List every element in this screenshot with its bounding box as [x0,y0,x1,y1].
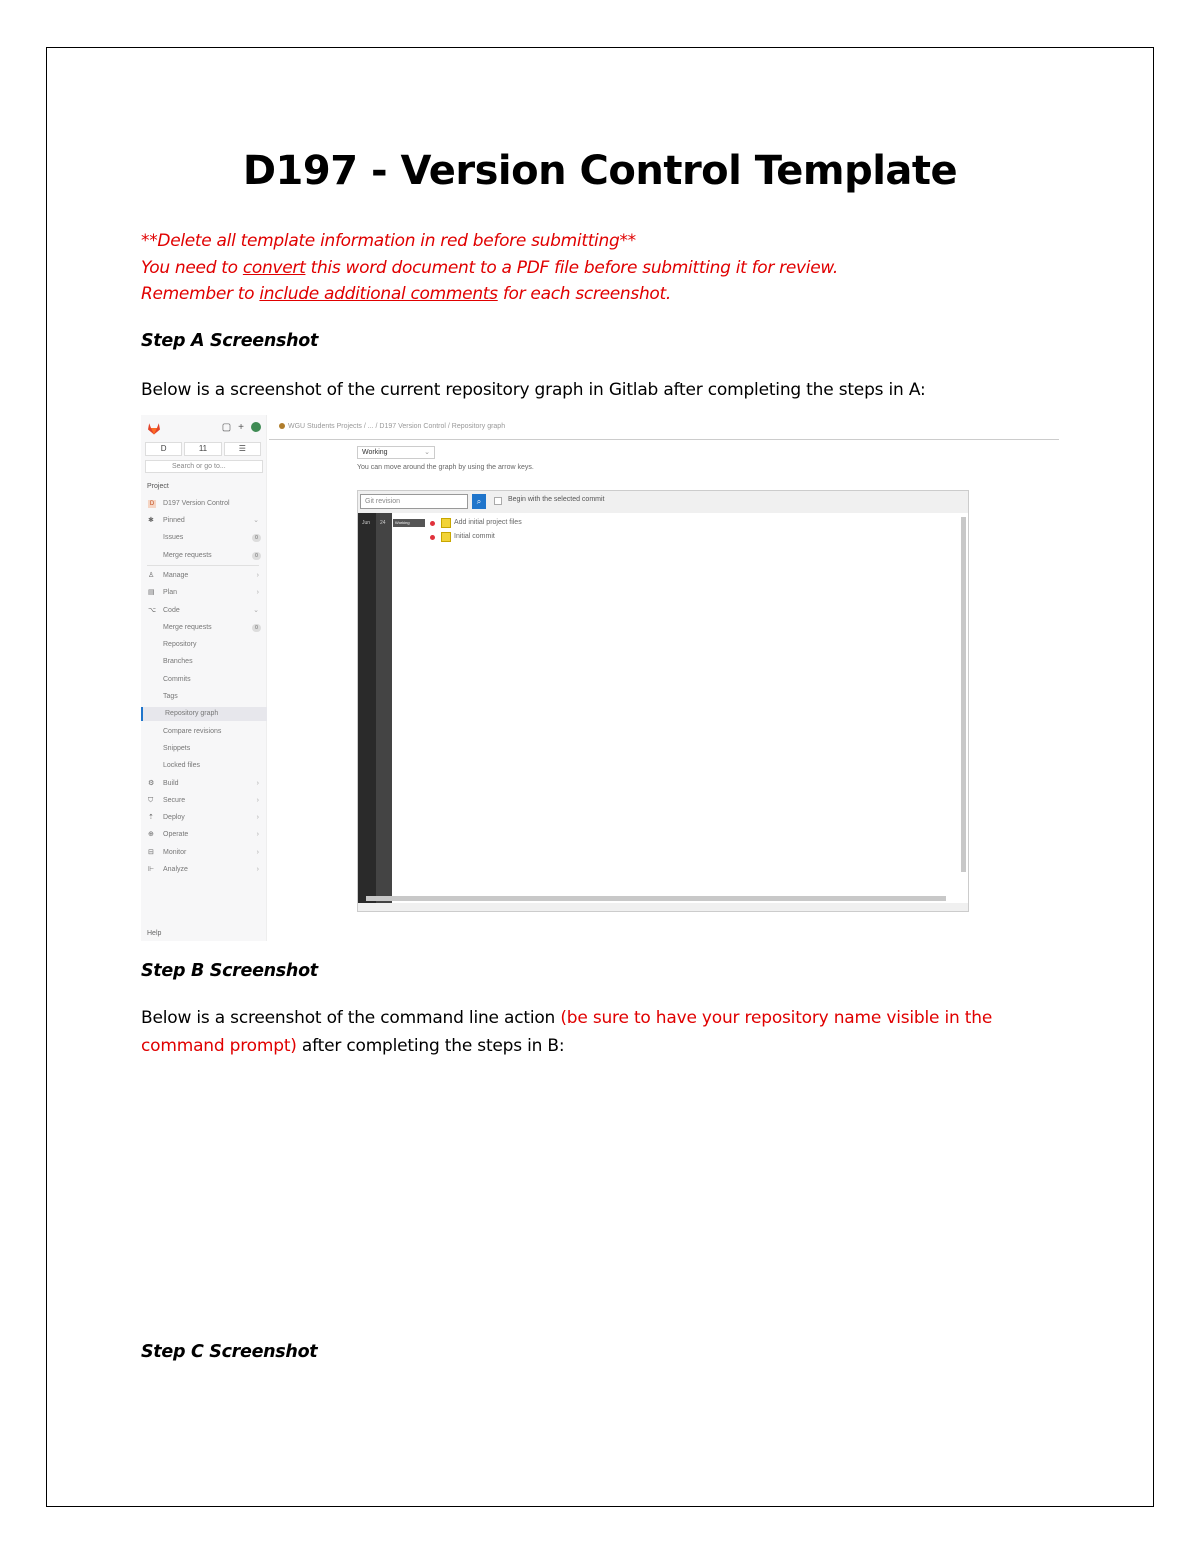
step-c-heading: Step C Screenshot [141,1342,318,1362]
project-avatar-icon: D [149,501,155,507]
chevron-icon: › [256,831,259,839]
pin-icon: ✱ [148,517,154,524]
sidebar-item-label: Merge requests [163,551,212,559]
sidebar-item[interactable] [141,586,267,600]
sidebar-item-label: Branches [163,658,193,666]
sidebar-item-label: Repository [163,641,197,649]
chevron-icon: › [256,779,259,787]
note-line-1: **Delete all template information in red before submitting** [141,231,636,251]
horizontal-scrollbar[interactable] [366,896,946,901]
branch-tag: Working [393,519,425,527]
sidebar-item[interactable] [141,638,267,652]
sidebar-item-label: Plan [163,589,178,597]
checkbox-label: Begin with the selected commit [508,496,605,503]
sidebar-item[interactable] [141,549,267,563]
manage-icon: ♙ [148,571,155,579]
sidebar-tab[interactable]: ☰ [224,442,261,456]
breadcrumb: WGU Students Projects / ... / D197 Version Control / Repository graph [279,423,505,430]
deploy-icon: ⇡ [148,814,154,822]
sidebar-item-label: Pinned [163,517,185,524]
gitlab-screenshot [141,415,1059,941]
graph-canvas[interactable] [358,513,968,903]
sidebar-item-label: Analyze [163,866,188,873]
sidebar-item[interactable] [141,655,267,669]
secure-icon: ⛉ [148,796,154,804]
sidebar-item[interactable] [141,514,267,528]
commit-message[interactable]: Add initial project files [454,519,522,526]
code-icon: ⌥ [148,606,157,614]
analyze-icon: ⊩ [148,866,155,873]
step-a-heading: Step A Screenshot [141,331,319,351]
group-avatar-icon [279,423,285,429]
sidebar-item-label: Operate [163,831,189,839]
commit-message[interactable]: Initial commit [454,533,495,540]
sidebar-tab[interactable]: 11 [184,442,221,456]
sidebar-item-label: Manage [163,571,189,579]
sidebar-item[interactable] [141,673,267,687]
gitlab-sidebar [141,415,267,941]
vertical-scrollbar[interactable] [961,517,966,872]
sidebar-item[interactable] [141,811,267,825]
sidebar-item-label: Issues [163,534,184,542]
sidebar-item-label: Commits [163,675,191,683]
help-link[interactable]: Help [147,930,162,937]
sidebar-section-label: Project [147,483,169,490]
chevron-icon: › [256,848,259,856]
template-notes [141,228,838,308]
sidebar-item-label: Compare revisions [163,727,222,735]
sidebar-item[interactable] [141,621,267,635]
sidebar-item[interactable] [141,846,267,860]
sidebar-item-label: Snippets [163,744,191,752]
sidebar-item[interactable] [141,759,267,773]
sidebar-item[interactable] [141,725,267,739]
begin-selected-checkbox[interactable] [494,497,502,505]
commit-dot[interactable] [430,535,435,540]
sidebar-item-label: Monitor [163,848,187,856]
sidebar-item-label: Locked files [163,762,200,770]
sidebar-toggle-icon[interactable]: ▢ [221,422,232,433]
step-a-text: Below is a screenshot of the current repository graph in Gitlab after completing the steps in A: [141,380,926,400]
note-line-2: You need to convert this word document to a PDF file before submitting it for review. [141,257,838,278]
monitor-icon: ⊟ [148,848,154,856]
sidebar-item[interactable] [141,531,267,545]
commit-avatar [441,532,451,542]
sidebar-item[interactable] [141,742,267,756]
sidebar-item[interactable] [141,569,267,583]
chevron-icon: › [256,589,259,597]
note-line-3: Remember to include additional comments for each screenshot. [141,284,672,304]
search-button[interactable] [472,494,486,509]
plus-icon[interactable]: + [238,422,244,433]
build-icon: ⚙ [148,779,155,787]
count-badge: 0 [252,534,261,542]
operate-icon: ⊕ [148,831,154,839]
sidebar-item-label: Merge requests [163,623,212,631]
month-column: Jun [358,513,376,903]
commit-avatar [441,518,451,528]
sidebar-tab[interactable]: D [145,442,182,456]
repository-graph [357,490,969,912]
sidebar-tabs [145,442,263,456]
sidebar-search[interactable]: Search or go to... [145,460,263,473]
count-badge: 0 [252,624,261,632]
chevron-down-icon: ⌄ [424,449,430,456]
search-icon: ⌕ [476,497,482,506]
sidebar-item[interactable] [141,794,267,808]
document-title: D197 - Version Control Template [242,148,958,194]
avatar[interactable] [251,422,261,432]
sidebar-item-label: Build [163,779,179,787]
step-b-heading: Step B Screenshot [141,961,318,981]
divider [269,439,1059,440]
divider [147,565,259,566]
chevron-icon: › [256,814,259,822]
sidebar-item[interactable] [141,690,267,704]
sidebar-item-label: Deploy [163,814,185,822]
day-column: 24 [376,513,392,903]
sidebar-item[interactable] [141,828,267,842]
branch-select[interactable]: Working ⌄ [357,446,435,459]
git-revision-input[interactable]: Git revision [360,494,468,509]
plan-icon: ▤ [148,589,155,597]
sidebar-item-label: Secure [163,796,186,804]
chevron-icon: ⌄ [253,606,259,614]
sidebar-item-label: Code [163,606,180,614]
commit-dot[interactable] [430,521,435,526]
chevron-icon: › [256,796,259,804]
chevron-icon: › [256,571,259,579]
sidebar-item[interactable] [141,604,267,618]
chevron-icon: ⌄ [253,517,259,524]
chevron-icon: › [256,866,259,873]
sidebar-item-label: Tags [163,693,178,700]
graph-hint: You can move around the graph by using the arrow keys. [357,464,534,471]
gitlab-logo-icon [147,422,161,435]
sidebar-item-label: Repository graph [165,710,219,718]
step-b-text: Below is a screenshot of the command line action (be sure to have your repository name visible in the command prompt) after completing the steps in B: [141,1008,993,1056]
sidebar-item[interactable] [141,707,267,721]
sidebar-item[interactable] [141,777,267,791]
sidebar-item[interactable] [141,863,267,877]
count-badge: 0 [252,552,261,560]
sidebar-project[interactable]: D D197 Version Control [149,500,230,507]
